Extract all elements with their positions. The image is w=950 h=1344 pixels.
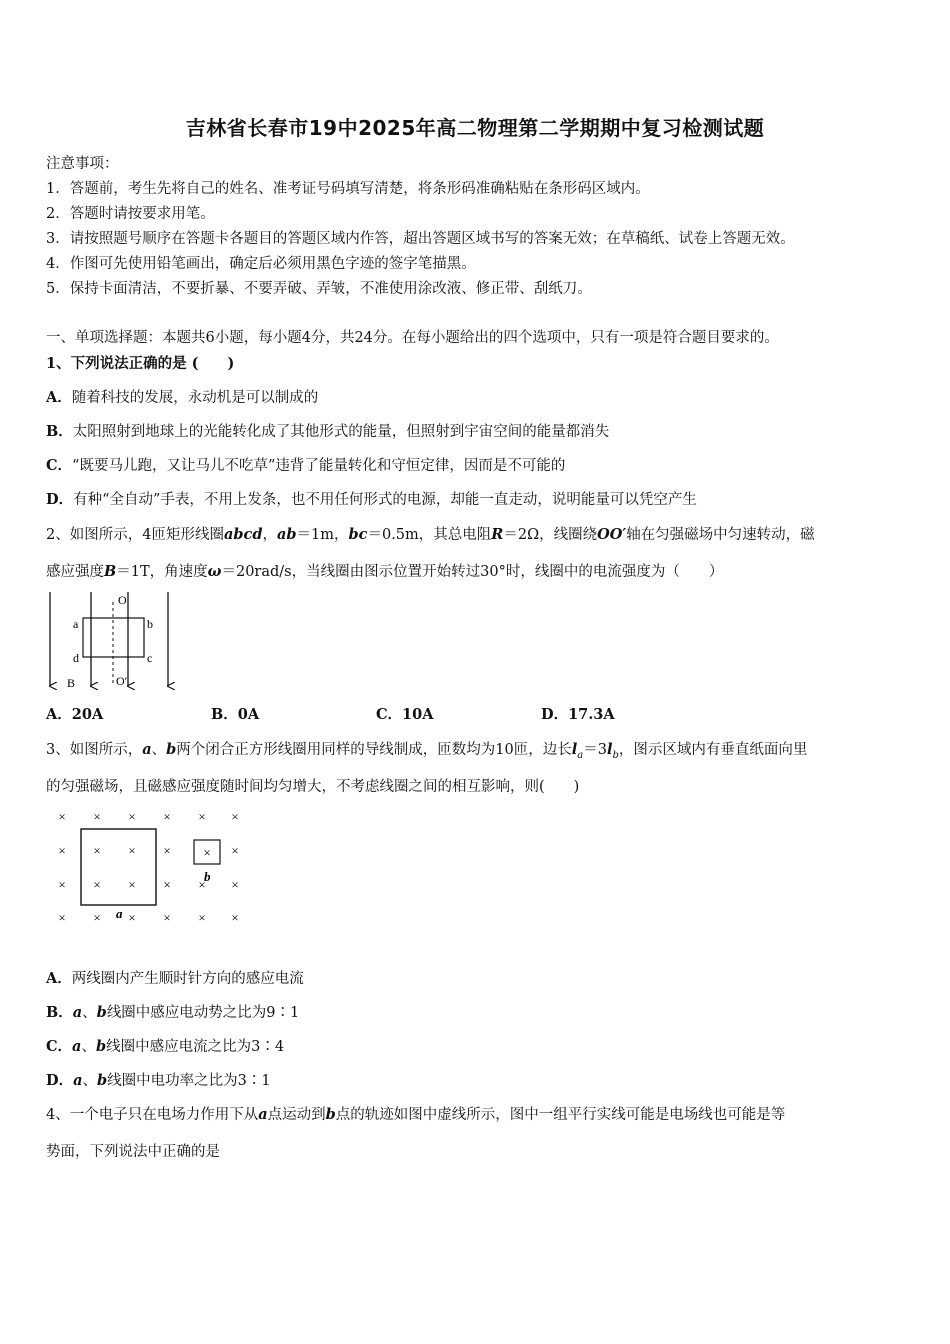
q3-option-a bbox=[46, 967, 304, 988]
magnetic-field-crosses bbox=[58, 809, 238, 925]
q2-coil-figure bbox=[40, 588, 190, 694]
option-label: B． bbox=[46, 423, 73, 440]
option-var: a bbox=[72, 1038, 82, 1055]
q3-option-b bbox=[46, 1001, 299, 1022]
option-label: D． bbox=[541, 706, 569, 723]
option-label: A． bbox=[46, 389, 72, 406]
q3-text: ＝3 bbox=[583, 742, 607, 758]
option-text: 0A bbox=[237, 706, 260, 723]
field-cross: × bbox=[58, 809, 66, 824]
option-text: 太阳照射到地球上的光能转化成了其他形式的能量，但照射到宇宙空间的能量都消失 bbox=[72, 424, 610, 440]
q1-stem: 1、下列说法正确的是 ( ) bbox=[46, 355, 235, 372]
field-cross: × bbox=[128, 877, 136, 892]
option-label: D． bbox=[46, 491, 74, 508]
field-cross: × bbox=[128, 910, 136, 925]
label-coil-b: b bbox=[204, 869, 211, 884]
label-a: a bbox=[73, 617, 79, 631]
label-c: c bbox=[147, 651, 153, 665]
notice-item: 2．答题时请按要求用笔。 bbox=[46, 206, 215, 222]
q1-option-d bbox=[46, 488, 697, 509]
field-cross: × bbox=[203, 845, 211, 860]
q4-stem-line1 bbox=[46, 1103, 785, 1124]
q3-subscript: b bbox=[612, 749, 619, 761]
q2-var: B bbox=[104, 563, 117, 580]
option-text: 线圈中电功率之比为3∶1 bbox=[107, 1073, 271, 1089]
option-label: D． bbox=[46, 1072, 74, 1089]
option-text: 20A bbox=[71, 706, 104, 723]
option-text: 两线圈内产生顺时针方向的感应电流 bbox=[71, 971, 304, 987]
field-cross: × bbox=[128, 809, 136, 824]
option-label: C． bbox=[46, 457, 73, 474]
q3-text: 、 bbox=[151, 742, 167, 758]
q3-text: 3、如图所示， bbox=[46, 742, 143, 758]
q3-var: a bbox=[142, 741, 152, 758]
option-var: a bbox=[72, 1004, 83, 1021]
q2-text: 感应强度 bbox=[46, 564, 104, 580]
option-text: 17.3A bbox=[568, 706, 615, 723]
q3-var: l bbox=[606, 741, 613, 758]
field-cross: × bbox=[93, 877, 101, 892]
q2-option-a bbox=[46, 703, 103, 724]
field-cross: × bbox=[163, 910, 171, 925]
q2-var: R bbox=[491, 526, 504, 543]
option-label: A． bbox=[46, 706, 72, 723]
field-cross: × bbox=[93, 809, 101, 824]
notice-item: 1．答题前，考生先将自己的姓名、准考证号码填写清楚，将条形码准确粘贴在条形码区域内。 bbox=[46, 181, 650, 197]
option-text: 线圈中感应电动势之比为9∶1 bbox=[106, 1005, 300, 1021]
q2-var: OO′ bbox=[597, 526, 627, 543]
option-text: 、 bbox=[82, 1073, 97, 1089]
q2-stem-line2 bbox=[46, 560, 723, 581]
label-b: b bbox=[147, 617, 153, 631]
label-d: d bbox=[73, 651, 79, 665]
q3-subscript: a bbox=[577, 749, 584, 761]
q3-option-c bbox=[46, 1035, 284, 1056]
label-field-b: B bbox=[67, 676, 76, 690]
option-label: C． bbox=[46, 1038, 73, 1055]
q2-option-b bbox=[211, 703, 259, 724]
field-cross: × bbox=[198, 809, 206, 824]
field-cross: × bbox=[58, 843, 66, 858]
q3-text: 两个闭合正方形线圈用同样的导线制成，匝数均为10匝，边长 bbox=[176, 742, 572, 758]
q1-option-a bbox=[46, 386, 318, 407]
field-cross: × bbox=[231, 809, 239, 824]
field-cross: × bbox=[231, 910, 239, 925]
field-cross: × bbox=[163, 877, 171, 892]
notice-heading: 注意事项： bbox=[46, 156, 119, 172]
option-text: 10A bbox=[402, 706, 434, 723]
q2-text: 2、如图所示，4匝矩形线圈 bbox=[46, 527, 224, 543]
field-cross: × bbox=[58, 910, 66, 925]
option-var: b bbox=[96, 1072, 108, 1089]
option-text: 、 bbox=[82, 1005, 97, 1021]
q4-var: a bbox=[258, 1106, 268, 1123]
label-coil-a: a bbox=[116, 906, 123, 921]
q3-var: b bbox=[166, 741, 177, 758]
field-cross: × bbox=[93, 910, 101, 925]
notice-item: 5．保持卡面清洁，不要折暴、不要弄破、弄皱，不准使用涂改液、修正带、刮纸刀。 bbox=[46, 281, 592, 297]
q3-stem-line2: 的匀强磁场，且磁感应强度随时间均匀增大，不考虑线圈之间的相互影响，则( ) bbox=[46, 779, 580, 795]
field-cross: × bbox=[198, 877, 206, 892]
option-text: 线圈中感应电流之比为3∶4 bbox=[106, 1039, 285, 1055]
q1-option-b bbox=[46, 420, 609, 441]
option-text: 有种“全自动”手表，不用上发条，也不用任何形式的电源，却能一直走动，说明能量可以凭空产生 bbox=[73, 492, 697, 508]
label-o-prime: O′ bbox=[116, 674, 128, 688]
notice-item: 3．请按照题号顺序在答题卡各题目的答题区域内作答，超出答题区域书写的答案无效；在草稿纸、试卷上答题无效。 bbox=[46, 231, 795, 247]
q2-text: ＝20rad/s，当线圈由图示位置开始转过30°时，线圈中的电流强度为（ ） bbox=[221, 564, 724, 580]
q3-option-d bbox=[46, 1069, 271, 1090]
coil-a bbox=[81, 829, 156, 905]
q4-stem-line2: 势面，下列说法中正确的是 bbox=[46, 1144, 220, 1160]
q4-text: 4、一个电子只在电场力作用下从 bbox=[46, 1107, 259, 1123]
q2-text: ＝2Ω，线圈绕 bbox=[503, 527, 598, 543]
option-text: 随着科技的发展，永动机是可以制成的 bbox=[71, 390, 319, 406]
section-heading: 一、单项选择题：本题共6小题，每小题4分，共24分。在每小题给出的四个选项中，只有一项是符合题目要求的。 bbox=[46, 330, 779, 346]
option-var: b bbox=[95, 1038, 107, 1055]
option-var: a bbox=[73, 1072, 83, 1089]
option-label: B． bbox=[211, 706, 238, 723]
option-text: “既要马儿跑，又让马儿不吃草”违背了能量转化和守恒定律，因而是不可能的 bbox=[72, 458, 566, 474]
page-title: 吉林省长春市19中2025年高二物理第二学期期中复习检测试题 bbox=[185, 116, 765, 140]
q2-var: ω bbox=[207, 563, 222, 580]
option-label: B． bbox=[46, 1004, 73, 1021]
field-cross: × bbox=[231, 877, 239, 892]
option-var: b bbox=[96, 1004, 107, 1021]
field-cross: × bbox=[163, 809, 171, 824]
field-cross: × bbox=[231, 843, 239, 858]
q4-text: 点运动到 bbox=[267, 1107, 326, 1123]
q2-var: ab bbox=[276, 526, 297, 543]
notice-item: 4．作图可先使用铅笔画出，确定后必须用黑色字迹的签字笔描黑。 bbox=[46, 256, 476, 272]
q4-var: b bbox=[325, 1106, 336, 1123]
option-label: C． bbox=[376, 706, 403, 723]
q2-option-d bbox=[541, 703, 615, 724]
label-o: O bbox=[118, 593, 127, 607]
q2-text: ＝1m， bbox=[296, 527, 349, 543]
field-cross: × bbox=[58, 877, 66, 892]
q1-option-c bbox=[46, 454, 565, 475]
option-label: A． bbox=[46, 970, 72, 987]
q4-text: 点的轨迹如图中虚线所示，图中一组平行实线可能是电场线也可能是等 bbox=[335, 1107, 786, 1123]
q2-var: bc bbox=[348, 526, 368, 543]
q3-var: l bbox=[571, 741, 578, 758]
q2-text: ， bbox=[262, 527, 277, 543]
q2-var: abcd bbox=[223, 526, 263, 543]
field-cross: × bbox=[93, 843, 101, 858]
q2-option-c bbox=[376, 703, 433, 724]
q3-text: ，图示区域内有垂直纸面向里 bbox=[618, 742, 808, 758]
field-cross: × bbox=[198, 910, 206, 925]
q3-field-figure bbox=[50, 802, 248, 928]
field-cross: × bbox=[163, 843, 171, 858]
q2-stem-line1 bbox=[46, 523, 815, 544]
q2-text: ＝0.5m，其总电阻 bbox=[367, 527, 492, 543]
q2-text: 轴在匀强磁场中匀速转动，磁 bbox=[626, 527, 815, 543]
q3-stem-line1 bbox=[46, 738, 807, 761]
field-cross: × bbox=[128, 843, 136, 858]
option-text: 、 bbox=[81, 1039, 96, 1055]
q2-text: ＝1T，角速度 bbox=[116, 564, 208, 580]
